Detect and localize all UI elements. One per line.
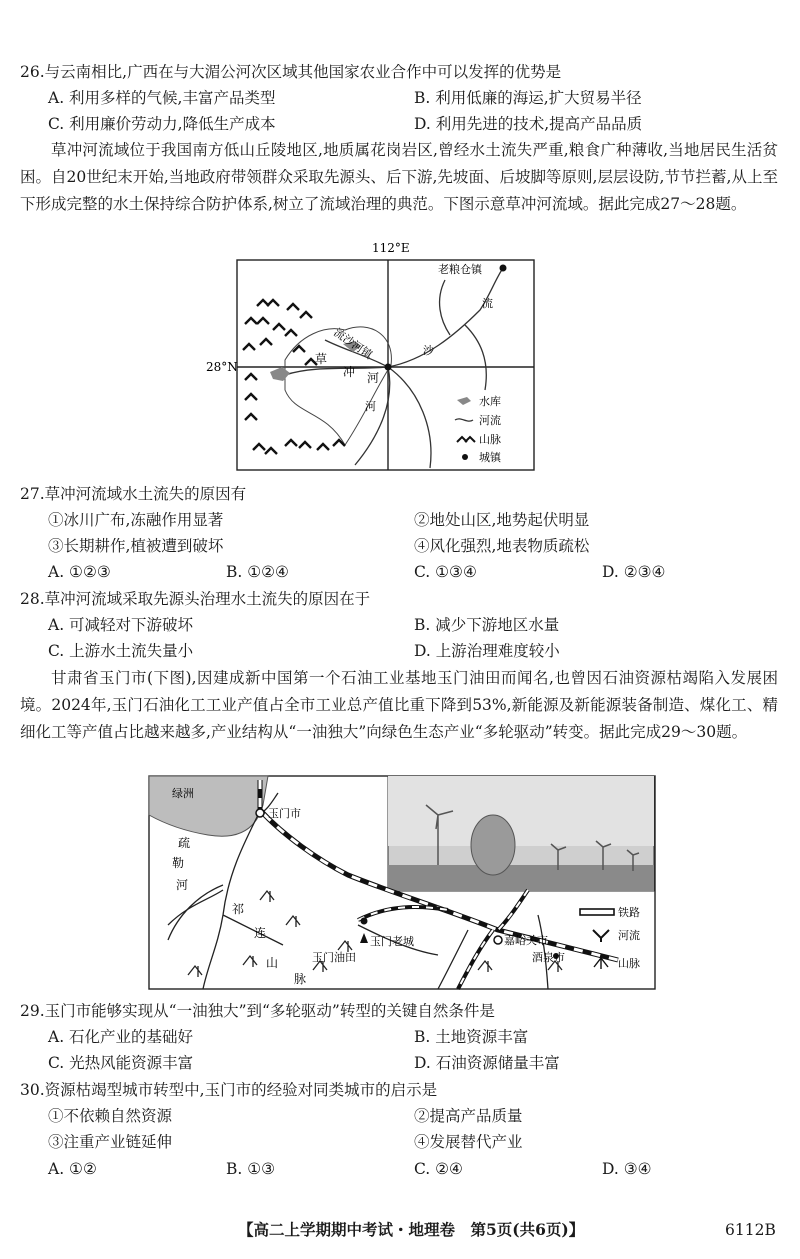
q30-option-d: D. ③④ — [602, 1160, 652, 1178]
yumen-city-symbol — [256, 809, 264, 817]
page-footer — [0, 1218, 800, 1242]
q27-item-4: ④风化强烈,地表物质疏松 — [414, 537, 590, 555]
hand-sculpture — [471, 815, 515, 875]
legend-river-symbol — [455, 419, 473, 421]
footer-code: 6112B — [725, 1221, 776, 1239]
q30-stem: 30.资源枯竭型城市转型中,玉门市的经验对同类城市的启示是 — [20, 1081, 438, 1099]
longitude-label: 112°E — [372, 241, 410, 255]
laoliangcang-town-dot — [500, 265, 507, 272]
legend-mountain-symbol — [457, 437, 475, 442]
q29-option-c: C. 光热风能资源丰富 — [48, 1054, 194, 1072]
shule-char-3: 河 — [176, 878, 189, 892]
legend-reservoir-label: 水库 — [479, 395, 501, 408]
q28-option-b: B. 减少下游地区水量 — [414, 616, 560, 634]
liushahe-town-dot — [385, 364, 392, 371]
caochong-basin-map — [205, 240, 535, 475]
legend-mountain-label-map2: 山脉 — [618, 957, 640, 970]
river-label-sha: 沙 — [423, 344, 434, 357]
q27-item-1: ①冰川广布,冻融作用显著 — [48, 511, 224, 529]
shule-char-2: 勒 — [172, 856, 185, 870]
q28-option-c: C. 上游水土流失量小 — [48, 642, 194, 660]
qilian-char-3: 山 — [266, 956, 279, 970]
q29-option-b: B. 土地资源丰富 — [414, 1028, 529, 1046]
photo-ground — [388, 865, 654, 891]
q26-option-c: C. 利用廉价劳动力,降低生产成本 — [48, 115, 276, 133]
q26-option-a: A. 利用多样的气候,丰富产品类型 — [48, 89, 276, 107]
q30-item-4: ④发展替代产业 — [414, 1133, 523, 1151]
q27-option-b: B. ①②④ — [226, 563, 289, 581]
passage-caochong: 草冲河流域位于我国南方低山丘陵地区,地质属花岗岩区,曾经水土流失严重,粮食广种薄收,当地居民生活贫困。自20世纪末开始,当地政府带领群众采取先源头、后下游,先坡面、后坡脚等原则,层层设防,节节拦蓄,从上至下形成完整的水土保持综合防护体系,树立了流域治理的典范。下图示意草冲河流域。据此完成27～28题。 — [20, 141, 778, 213]
mountain-symbols — [243, 300, 345, 454]
latitude-label: 28°N — [206, 360, 238, 374]
q30-option-b: B. ①③ — [226, 1160, 276, 1178]
river-label-liu: 流 — [482, 297, 493, 310]
q30-item-3: ③注重产业链延伸 — [48, 1133, 173, 1151]
q26-stem: 26.与云南相比,广西在与大湄公河次区域其他国家农业合作中可以发挥的优势是 — [20, 63, 562, 81]
q27-option-c: C. ①③④ — [414, 563, 477, 581]
legend-reservoir-symbol — [457, 397, 471, 405]
q26-option-b: B. 利用低廉的海运,扩大贸易半径 — [414, 89, 642, 107]
q27-option-a: A. ①②③ — [48, 563, 111, 581]
q27-item-3: ③长期耕作,植被遭到破坏 — [48, 537, 224, 555]
jiuquan-city-label: 酒泉市 — [532, 951, 565, 964]
passage-yumen: 甘肃省玉门市(下图),因建成新中国第一个石油工业基地玉门油田而闻名,也曾因石油资源枯竭陷入发展困境。2024年,玉门石油化工工业产值占全市工业总产值比重下降到53%,新能源及新能源装备制造、煤化工、精细化工等产值占比越来越多,产业结构从“一油独大”向绿色生态产业“多轮驱动”转变。据此完成29～30题。 — [20, 669, 778, 741]
legend-river-label-map2: 河流 — [618, 929, 640, 942]
q27-stem: 27.草冲河流域水土流失的原因有 — [20, 485, 247, 503]
legend-town-label: 城镇 — [479, 451, 501, 464]
legend-river-label: 河流 — [479, 414, 501, 427]
yumen-old-town-label: 玉门老城 — [370, 935, 414, 948]
q29-option-d: D. 石油资源储量丰富 — [414, 1054, 560, 1072]
q27-item-2: ②地处山区,地势起伏明显 — [414, 511, 590, 529]
q28-option-a: A. 可减轻对下游破坏 — [48, 616, 194, 634]
q30-option-c: C. ②④ — [414, 1160, 463, 1178]
q30-item-2: ②提高产品质量 — [414, 1107, 523, 1125]
liushahe-town-label: 流沙河镇 — [331, 325, 375, 362]
legend-railway-symbol — [580, 909, 614, 915]
yumen-oilfield-label: 玉门油田 — [312, 951, 356, 964]
laoliangcang-town-label: 老粮仓镇 — [438, 263, 482, 276]
river-label-he: 河 — [367, 371, 380, 385]
jiayuguan-city-label: 嘉峪关市 — [504, 934, 548, 947]
yumen-city-label: 玉门市 — [268, 807, 301, 820]
yumen-map — [148, 775, 656, 990]
river-label-cao: 草 — [315, 352, 328, 366]
legend-railway-label: 铁路 — [618, 906, 640, 919]
basin-boundary — [285, 327, 391, 445]
photo-sky — [388, 776, 654, 846]
qilian-char-2: 连 — [254, 926, 267, 940]
yumen-old-town-dot — [361, 918, 368, 925]
river-label-chong: 冲 — [343, 365, 356, 379]
q30-item-1: ①不依赖自然资源 — [48, 1107, 173, 1125]
qilian-char-4: 脉 — [294, 972, 307, 986]
reservoir-west — [270, 367, 290, 381]
qilian-char-1: 祁 — [232, 902, 245, 916]
legend-town-symbol — [462, 454, 468, 460]
q26-option-d: D. 利用先进的技术,提高产品品质 — [414, 115, 643, 133]
q28-stem: 28.草冲河流域采取先源头治理水土流失的原因在于 — [20, 590, 371, 608]
oasis-label: 绿洲 — [172, 787, 194, 800]
jiayuguan-city-symbol — [494, 936, 502, 944]
q29-stem: 29.玉门市能够实现从“一油独大”到“多轮驱动”转型的关键自然条件是 — [20, 1002, 495, 1020]
footer-title: 【高二上学期期中考试・地理卷 第5页(共6页)】 — [238, 1220, 585, 1239]
shule-char-1: 疏 — [178, 836, 191, 850]
legend-mountain-label: 山脉 — [479, 433, 501, 446]
river-label-he-lower: 河 — [365, 400, 376, 413]
q30-option-a: A. ①② — [48, 1160, 97, 1178]
q29-option-a: A. 石化产业的基础好 — [48, 1028, 194, 1046]
q27-option-d: D. ②③④ — [602, 563, 666, 581]
q28-option-d: D. 上游治理难度较小 — [414, 642, 560, 660]
